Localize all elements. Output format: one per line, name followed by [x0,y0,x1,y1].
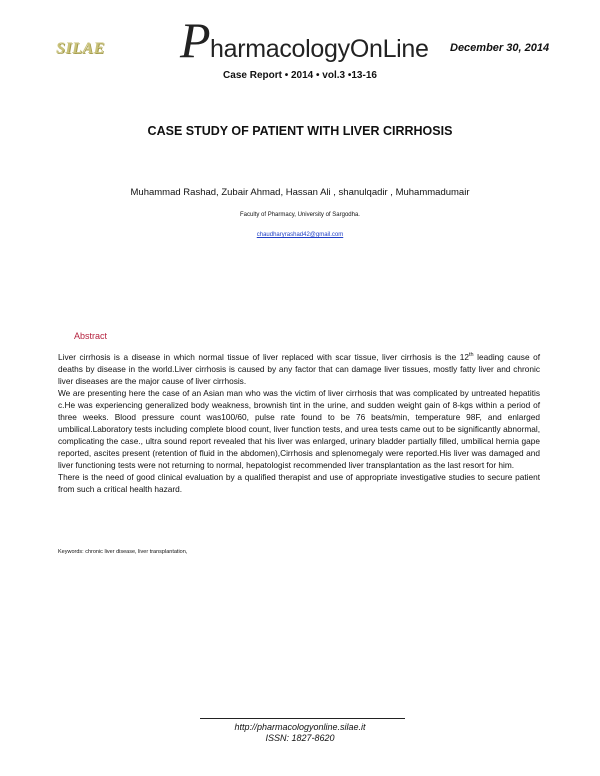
superscript: th [469,352,474,358]
case-report-line: Case Report • 2014 • vol.3 •13-16 [223,70,377,81]
issue-date: December 30, 2014 [450,42,550,54]
abstract-p1-text-continued: leading cause of deaths by disease in the world.Liver cirrhosis is caused by any factor that can damage liver tissues, mostly fatty liver and chronic liver diseases are the major cause of liver cirrhosis. [58,352,541,386]
journal-logo-initial: P [180,12,211,68]
author-list: Muhammad Rashad, Zubair Ahmad, Hassan Ali , shanulqadir , Muhammadumair [130,187,470,198]
abstract-paragraph-2: We are presenting here the case of an Asian man who was the victim of liver cirrhosis that was complicated by untreated hepatitis c.He was experiencing generalized body weakness, brownish tint in the urine, and sudden weight gain of 8-kgs within a period of three weeks. Blood pressure count was100/60, pulse rate found to be 76 beats/min, temperature 98F, and enlarged umbilical.Laboratory tests including complete blood count, liver function tests, and urea tests came out to be significantly abnormal, complicating the case., ultra sound report revealed that his liver was enlarged, urinary bladder partially filled, umbilical hernia gape reported, ascites present (retention of fluid in the abdomen),Cirrhosis and splenomegaly were reported.His liver was damaged and liver functioning tests were not returning to normal, hepatologist recommended liver transplantation as the last resort for him. [58,388,540,470]
journal-logo-name: harmacologyOnLine [210,35,429,63]
email-link[interactable]: chaudharyrashad42@gmail.com [256,232,344,238]
abstract-paragraph-3: There is the need of good clinical evaluation by a qualified therapist and use of appropriate investigative studies to secure patient from such a critical health hazard. [58,472,540,494]
abstract-paragraph-1 [58,351,540,387]
email-line [0,232,600,238]
abstract-p1-text: Liver cirrhosis is a disease in which normal tissue of liver replaced with scar tissue, liver cirrhosis is the 12 [58,352,470,362]
footer-issn: ISSN: 1827-8620 [265,733,335,743]
footer-url[interactable]: http://pharmacologyonline.silae.it [234,722,366,732]
keywords: Keywords: chronic liver disease, liver transplantation, [58,549,188,555]
footer-divider [200,718,405,719]
silae-logo-text: SILAE [56,40,105,57]
silae-logo [56,40,120,60]
article-title: CASE STUDY OF PATIENT WITH LIVER CIRRHOSIS [147,124,453,138]
affiliation: Faculty of Pharmacy, University of Sargodha. [240,212,360,218]
journal-logo [180,14,450,66]
abstract-body [58,351,540,495]
abstract-heading: Abstract [74,331,108,341]
